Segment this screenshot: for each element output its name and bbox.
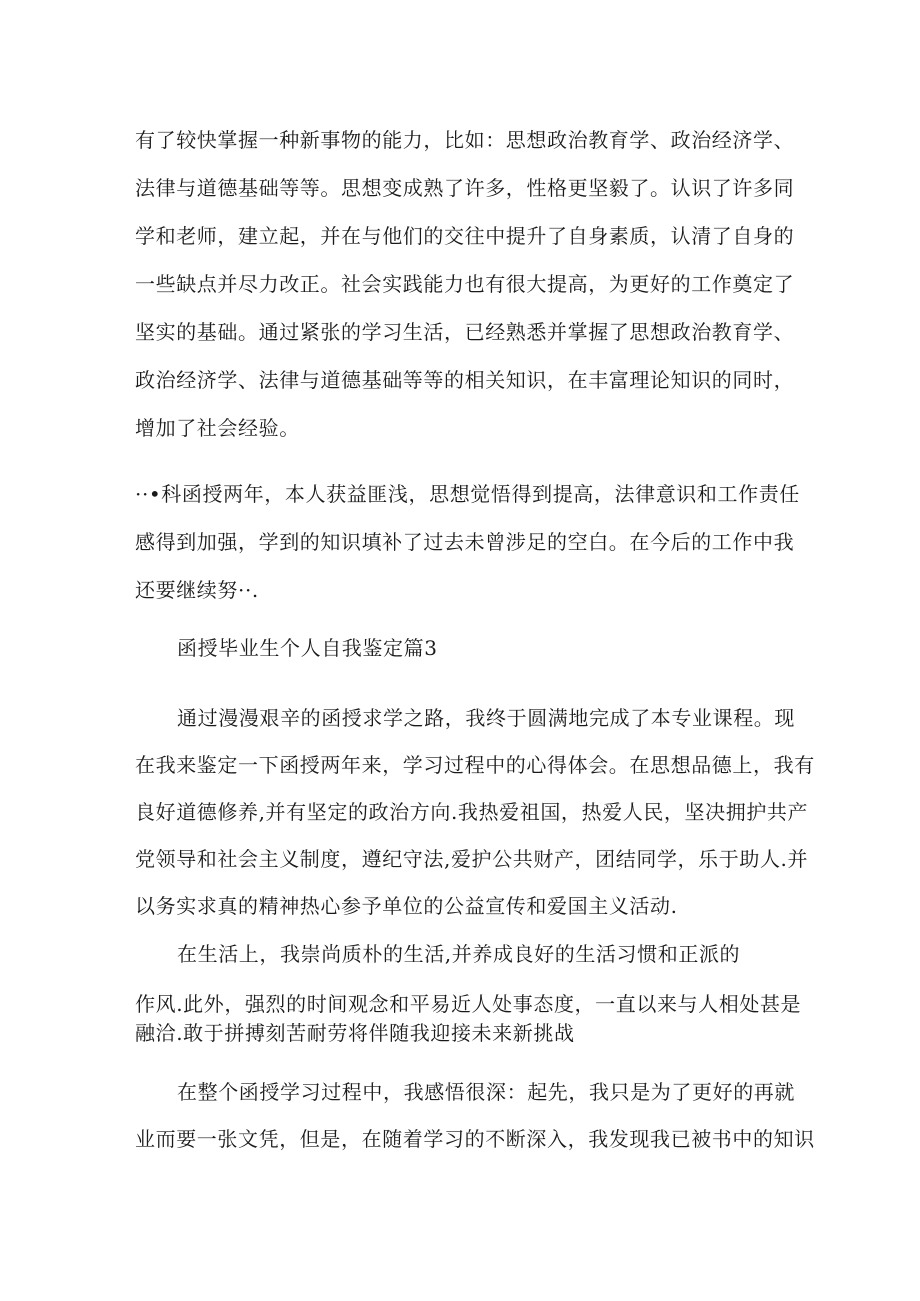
paragraph-3-line-1: 通过漫漫艰辛的函授求学之路，我终于圆满地完成了本专业课程。现 <box>177 706 795 730</box>
paragraph-5-line-1: 在整个函授学习过程中，我感悟很深：起先，我只是为了更好的再就 <box>177 1080 795 1104</box>
paragraph-3-line-5: 以务实求真的精神热心参予单位的公益宣传和爱国主义活动. <box>135 894 678 918</box>
paragraph-1-line-2: 法律与道德基础等等。思想变成熟了许多，性格更坚毅了。认识了许多同 <box>135 176 795 200</box>
paragraph-1-line-6: 政治经济学、法律与道德基础等等的相关知识，在丰富理论知识的同时， <box>135 368 795 392</box>
paragraph-4-line-1: 在生活上，我崇尚质朴的生活,并养成良好的生活习惯和正派的 <box>177 942 741 966</box>
paragraph-3-line-4: 党领导和社会主义制度，遵纪守法,爱护公共财产，团结同学，乐于助人.并 <box>135 847 809 871</box>
paragraph-2-line-2: 感得到加强，学到的知识填补了过去未曾涉足的空白。在今后的工作中我 <box>135 530 795 554</box>
paragraph-5-line-2: 业而要一张文凭，但是，在随着学习的不断深入，我发现我已被书中的知识 <box>135 1127 815 1151</box>
paragraph-1-line-1: 有了较快掌握一种新事物的能力，比如：思想政治教育学、政治经济学、 <box>135 128 795 152</box>
paragraph-2-line-1: ··•科函授两年，本人获益匪浅，思想觉悟得到提高，法律意识和工作责任 <box>135 482 800 506</box>
paragraph-1-line-5: 坚实的基础。通过紧张的学习生活，已经熟悉并掌握了思想政治教育学、 <box>135 320 795 344</box>
paragraph-4-line-3: 融洽.敢于拼搏刻苦耐劳将伴随我迎接未来新挑战 <box>135 1021 575 1045</box>
paragraph-1-line-3: 学和老师，建立起，并在与他们的交往中提升了自身素质，认清了自身的 <box>135 224 795 248</box>
paragraph-3-line-2: 在我来鉴定一下函授两年来，学习过程中的心得体会。在思想品德上，我有 <box>135 753 815 777</box>
paragraph-2-line-3: 还要继续努··. <box>135 578 259 602</box>
paragraph-1-line-4: 一些缺点并尽力改正。社会实践能力也有很大提高，为更好的工作奠定了 <box>135 272 795 296</box>
paragraph-1-line-7: 增加了社会经验。 <box>135 416 300 440</box>
section-heading: 函授毕业生个人自我鉴定篇3 <box>177 636 438 660</box>
paragraph-3-line-3: 良好道德修养,并有坚定的政治方向.我热爱祖国，热爱人民，坚决拥护共产 <box>135 800 809 824</box>
paragraph-4-line-2: 作风.此外，强烈的时间观念和平易近人处事态度，一直以来与人相处甚是 <box>135 992 802 1016</box>
